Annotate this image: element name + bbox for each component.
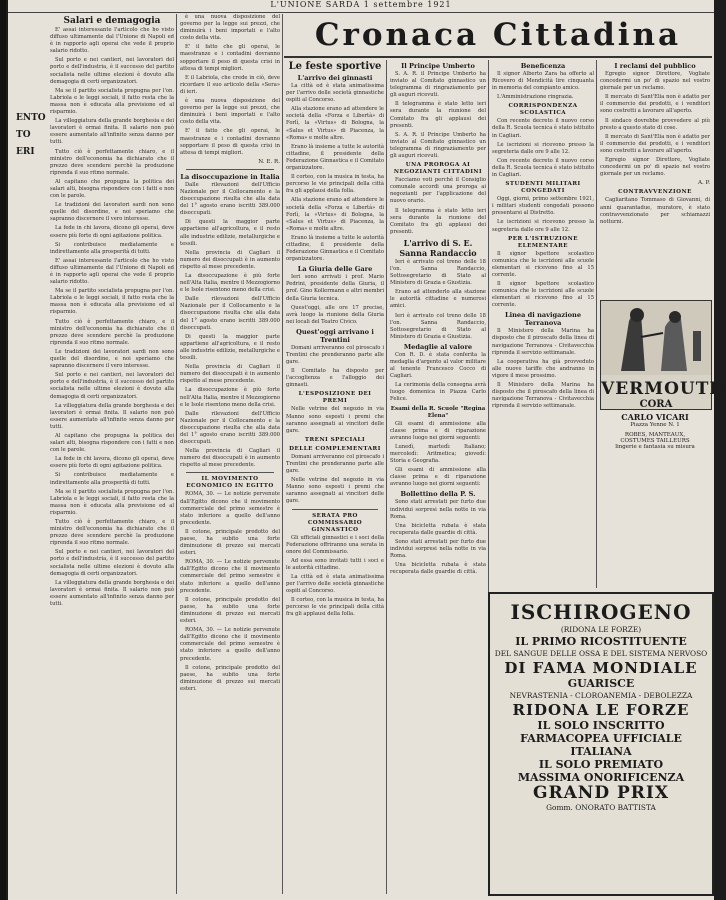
article-subtitle: SERATA PRO COMMISSARIO GINNASTICO xyxy=(307,512,363,533)
column-1 xyxy=(50,14,174,896)
article-paragraph: Al capitano che propugna la politica dei salari alti, bisogna rispondere con i fatti e non con le parole. xyxy=(50,178,174,200)
ad-title: ISCHIROGENO xyxy=(510,600,692,624)
article-paragraph: Nella provincia di Cagliari il numero dei disoccupati è in aumento rispetto al mese precedente. xyxy=(180,249,280,270)
article-paragraph: La fede in chi lavora, dicono gli operai, deve essere più forte di ogni agitazione politica. xyxy=(50,456,174,470)
divider xyxy=(292,509,378,510)
article-paragraph: Il sindaco dovrebbe provvedere al più presto a questo stato di cose. xyxy=(600,117,710,131)
column-4 xyxy=(390,60,486,896)
article-subtitle: La Giuria delle Gare xyxy=(297,265,373,274)
vermouth-sub-text: CORA xyxy=(639,399,673,410)
article-subtitle: L'ESPOSIZIONE DEI PREMI xyxy=(298,391,372,405)
article-paragraph: Gli esami di ammissione alla classe prima e di riparazione avranno luogo nei giorni seguenti: xyxy=(390,420,486,441)
article-paragraph: Il cotone, principale prodotto del paese, ha subito una forte diminuzione di prezzo sui mercati esteri. xyxy=(180,528,280,557)
article-signature: N. E. R. xyxy=(258,158,280,165)
article-subtitle: TRENI SPECIALI xyxy=(304,436,366,443)
article-paragraph: Con recente decreto il nuovo corso della R. Scuola tecnica è stato istituito in Cagliari. xyxy=(492,157,594,179)
shop-line: lingerie e fantasia su misura xyxy=(615,444,695,450)
article-title: L'arrivo di S. E. Sanna Randaccio xyxy=(399,237,477,258)
article-paragraph: L'Amministrazione ringrazia. xyxy=(497,94,574,101)
article-paragraph: Lunedì, martedì: Italiano; mercoledì: Aritmetica; giovedì: Storia e Geografia. xyxy=(390,443,486,465)
article-paragraph: Tutto ciò è perfettamente chiaro, e il ministro dell'economia ha dichiarato che il prezzo deve scendere perchè la produzione riprenda il suo ritmo normale. xyxy=(50,318,174,346)
article-paragraph: Nella provincia di Cagliari il numero dei disoccupati è in aumento rispetto al mese precedente. xyxy=(180,364,280,385)
article-title: Esami della R. Scuole "Regina Elena" xyxy=(390,405,486,419)
article-paragraph: Il telegramma è stato letto ieri sera durante la riunione del Comitato fra gli applausi dei presenti. xyxy=(390,207,486,235)
article-paragraph: Egregio signor Direttore, Vogliate concedermi un po' di spazio nel vostro giornale per un reclamo. xyxy=(600,157,710,178)
article-title: Il Principe Umberto xyxy=(401,62,475,70)
article-paragraph: Nelle vetrine del negozio in via Manno sono esposti i premi che saranno assegnati ai vincitori delle gare. xyxy=(286,406,384,434)
article-paragraph: Domani arriveranno col piroscafo i Trentini che prenderanno parte alle gare. xyxy=(286,344,384,366)
article-title: La disoccupazione in Italia xyxy=(180,172,280,181)
article-title: STUDENTI MILITARI CONGEDATI xyxy=(505,181,581,195)
article-paragraph: Al capitano che propugna la politica dei salari alti, bisogna rispondere con i fatti e non con le parole. xyxy=(50,432,174,454)
ad-line: NEVRASTENIA - CLOROANEMIA - DEBOLEZZA xyxy=(509,691,693,700)
article-signature: A. P. xyxy=(697,180,710,187)
ischirogeno-advertisement xyxy=(488,592,714,896)
column-rule xyxy=(596,60,597,588)
ad-line: DI FAMA MONDIALE xyxy=(504,659,698,677)
article-paragraph: Di questi la maggior parte appartiene all'agricoltura, e il resto alle industrie edilizie, metallurgiche e tessili. xyxy=(180,219,280,247)
article-paragraph: Sono stati arrestati per furto due individui sorpresi nella notte in via Roma. xyxy=(390,538,486,560)
article-paragraph: Nella provincia di Cagliari il numero dei disoccupati è in aumento rispetto al mese precedente. xyxy=(180,448,280,469)
article-paragraph: Il corteo, con la musica in testa, ha percorso le vie principali della città fra gli applausi della folla. xyxy=(286,597,384,618)
ad-line: FARMACOPEA UFFICIALE ITALIANA xyxy=(520,732,682,758)
article-paragraph: Il signor Ispettore scolastico comunica che le iscrizioni alle scuole elementari si ricevono fino al 15 corrente. xyxy=(492,250,594,278)
article-paragraph: E' assai interessante l'articolo che ho visto diffuso ultimamente dal l'Unione di Napoli ed è in rapporto agli operai che vede il proprio salario ridotto. xyxy=(50,27,174,55)
article-paragraph: Di questi la maggior parte appartiene all'agricoltura, e il resto alle industrie edilizie, metallurgiche e tessili. xyxy=(180,333,280,362)
vermouth-advertisement xyxy=(600,300,726,410)
article-paragraph: Alla stazione erano ad attendere le società della «Forza e Libertà» di Forlì, la «Virtus» di Bologna, la «Salus et Virtus» di Piacenza, la «Roma» e molte altre. xyxy=(286,106,384,141)
vicari-advertisement xyxy=(600,412,710,450)
article-paragraph: La cooperativa ha già provveduto alle nuove tariffe che andranno in vigore il mese prossimo. xyxy=(492,358,594,379)
article-title: Salari e demagogia xyxy=(63,16,161,26)
article-paragraph: E il Labriola, che crede in ciò, deve ricordare il suo articolo della «Sera» di ieri. xyxy=(180,74,280,95)
article-paragraph: Il mercato di Sant'Elia non è adatto per il commercio dei prodotti, e i venditori sono costretti a lavorare all'aperto. xyxy=(600,94,710,115)
article-paragraph: Oggi, giorni, primo settembre 1921, i militari studenti congedati possono presentarsi al Distretto. xyxy=(492,196,594,217)
article-paragraph: è una nuova disposizione del governo per la legge sui prezzi, che diminuirà i beni importati e l'alto costo della vita. xyxy=(180,98,280,126)
page-fold-shadow xyxy=(0,0,6,900)
article-paragraph: Domani arriveranno col piroscafo i Trentini che prenderanno parte alle gare. xyxy=(286,453,384,475)
ad-line: IL SOLO INSCRITTO xyxy=(537,719,665,732)
article-subtitle: Quest'oggi arrivano i Trentini xyxy=(296,327,374,344)
article-title: I reclami del pubblico xyxy=(614,62,696,70)
article-paragraph: Si contribuisce mediatamente e indirettamente alla prosperità di tutti. xyxy=(50,472,174,486)
section-masthead: Cronaca Cittadina xyxy=(284,14,712,58)
article-subtitle: DELLE COMPLEMENTARI xyxy=(289,445,381,452)
article-paragraph: Tutto ciò è perfettamente chiaro, e il ministro dell'economia ha dichiarato che il prezzo deve scendere perchè la produzione riprenda il suo ritmo normale. xyxy=(50,519,174,547)
column-2 xyxy=(180,14,280,896)
article-paragraph: Erano ad attenderlo alla stazione le autorità cittadine e numerosi amici. xyxy=(390,289,486,310)
article-paragraph: La villeggiatura della grande borghesia e dei lavoratori è ormai finita. Il salario non può essere aumentato all'infinito senza danno per tutti. xyxy=(50,579,174,608)
article-paragraph: Ma se il partito socialista propugna per l'on. Labriola e le leggi sociali, il fatto resta che la massa non è educata alla previsione ed al risparmio. xyxy=(50,87,174,116)
article-paragraph: Alla stazione erano ad attendere le società della «Forza e Libertà» di Forlì, la «Virtus» di Bologna, la «Salus et Virtus» di Piacenza, la «Roma» e molte altre. xyxy=(286,197,384,232)
article-paragraph: Ieri è arrivato col treno delle 18 l'on. Sanna Randaccio, Sottosegretario di Stato al Ministero di Grazia e Giustizia. xyxy=(390,258,486,287)
ad-line: DEL SANGUE DELLE OSSA E DEL SISTEMA NERVOSO xyxy=(494,649,708,658)
divider xyxy=(186,472,274,473)
fragment-line: TO xyxy=(16,130,31,140)
article-paragraph: La villeggiatura della grande borghesia e dei lavoratori è ormai finita. Il salario non può essere aumentato all'infinito senza danno per tutti. xyxy=(50,402,174,430)
article-paragraph: La villeggiatura della grande borghesia e dei lavoratori è ormai finita. Il salario non può essere aumentato all'infinito senza danno per tutti. xyxy=(50,118,174,146)
article-paragraph: Il Ministero della Marina ha disposto che il piroscafo della linea di navigazione Terranova - Civitavecchia riprenda il servizio settimanale. xyxy=(492,328,594,356)
article-paragraph: Quest'oggi, alle ore 17 precise, avrà luogo la riunione della Giuria nei locali del Teatro Civico. xyxy=(286,304,384,325)
advertisement-illustration xyxy=(601,301,711,375)
article-title: CORRISPONDENZA SCOLASTICA xyxy=(508,103,578,117)
article-paragraph: Il cotone, principale prodotto del paese, ha subito una forte diminuzione di prezzo sui mercati esteri. xyxy=(180,596,280,625)
article-paragraph: Dalle rilevazioni dell'Ufficio Nazionale per il Collocamento e la disoccupazione risulta che alla data del 1° agosto erano iscritti 389.000 disoccupati. xyxy=(180,181,280,217)
ad-line: IL SOLO PREMIATO xyxy=(538,758,664,771)
article-title: Medaglie al valore xyxy=(403,342,473,351)
article-paragraph: Il Comitato ha disposto per l'accoglienza e l'alloggio dei ginnasti. xyxy=(286,368,384,389)
article-paragraph: ROMA, 30. — Le notizie pervenute dall'Egitto dicono che il movimento commerciale del primo semestre è stato inferiore a quello dell'anno precedente. xyxy=(180,627,280,662)
column-rule xyxy=(176,14,177,894)
article-paragraph: La città ed è stata animatissima per l'arrivo delle società ginnastiche ospiti al Concorso. xyxy=(286,83,384,104)
article-paragraph: Il signor Alberto Zara ha offerto al Ricovero di Mendicità lire cinquanta in memoria del compianto amico. xyxy=(492,71,594,92)
divider xyxy=(186,169,274,170)
article-paragraph: Il telegramma è stato letto ieri sera durante la riunione del Comitato fra gli applausi dei presenti. xyxy=(390,101,486,129)
article-paragraph: Sono stati arrestati per furto due individui sorpresi nella notte in via Roma. xyxy=(390,499,486,520)
article-paragraph: Sul porto e nei cantieri, nei lavoratori del porto e dell'industria, è il successo del partito socialista nelle ultime elezioni è dovuto alla demagogia di certi organizzatori. xyxy=(50,549,174,577)
article-title: UNA PROROGA AI NEGOZIANTI CITTADINI xyxy=(393,162,483,176)
article-paragraph: Il corteo, con la musica in testa, ha percorso le vie principali della città fra gli applausi della folla. xyxy=(286,174,384,195)
article-paragraph: Egregio signor Direttore, Vogliate concedermi un po' di spazio nel vostro giornale per un reclamo. xyxy=(600,71,710,92)
article-paragraph: Si contribuisce mediatamente e indirettamente alla prosperità di tutti. xyxy=(50,241,174,255)
article-paragraph: Erano là insieme a tutte le autorità cittadine, il presidente della Federazione Ginnastica e il Comitato organizzatore. xyxy=(286,143,384,172)
article-paragraph: ROMA, 30. — Le notizie pervenute dall'Egitto dicono che il movimento commerciale del primo semestre è stato inferiore a quello dell'anno precedente. xyxy=(180,559,280,594)
article-title: CONTRAVVENZIONE xyxy=(618,189,692,196)
article-paragraph: Sul porto e nei cantieri, nei lavoratori del porto e dell'industria, è il successo del partito socialista nelle ultime elezioni è dovuto alla demagogia di certi organizzatori. xyxy=(50,372,174,400)
article-paragraph: Ma se il partito socialista propugna per l'on. Labriola e le leggi sociali, il fatto resta che la massa non è educata alla previsione ed al risparmio. xyxy=(50,488,174,516)
article-paragraph: La disoccupazione è più forte nell'Alta Italia, mentre il Mezzogiorno e le Isole risentono meno della crisi. xyxy=(180,387,280,408)
column-rule xyxy=(386,60,387,894)
column-6 xyxy=(600,60,710,296)
ad-tagline: (RIDONA LE FORZE) xyxy=(560,625,642,634)
article-paragraph: Tutto ciò è perfettamente chiaro, e il ministro dell'economia ha dichiarato che il prezzo deve scendere perchè la produzione riprenda il suo ritmo normale. xyxy=(50,148,174,176)
article-paragraph: S. A. R. il Principe Umberto ha inviato al Comitato ginnastico un telegramma di ringraziamento per gli auguri ricevuti. xyxy=(390,131,486,160)
article-paragraph: E' il fatto che gli operai, le maestranze e i contadini dovranno sopportare il peso di questa crisi in attesa di tempi migliori. xyxy=(180,128,280,156)
article-paragraph: Dalle rilevazioni dell'Ufficio Nazionale per il Collocamento e la disoccupazione risulta che alla data del 1° agosto erano iscritti 389.000 disoccupati. xyxy=(180,410,280,446)
article-subtitle: L'arrivo dei ginnasti xyxy=(297,74,373,82)
article-paragraph: S. A. R. il Principe Umberto ha inviato al Comitato ginnastico un telegramma di ringraziamento per gli auguri ricevuti. xyxy=(390,71,486,99)
ad-line: GRAND PRIX xyxy=(532,783,670,803)
article-title: Beneficenza xyxy=(520,62,566,70)
article-title: IL MOVIMENTO ECONOMICO IN EGITTO xyxy=(186,476,274,490)
article-paragraph: La cerimonia della consegna avrà luogo domenica in Piazza Carlo Felice. xyxy=(390,382,486,403)
article-paragraph: E' assai interessante l'articolo che ho visto diffuso ultimamente dal l'Unione di Napoli ed è in rapporto agli operai che vede il proprio salario ridotto. xyxy=(50,257,174,286)
ad-line: GUARISCE xyxy=(567,677,635,690)
article-paragraph: Ad essa sono invitati tutti i soci e le autorità cittadine. xyxy=(286,557,384,571)
ad-line: Gomm. ONORATO BATTISTA xyxy=(546,803,656,812)
article-title: Linea di navigazione Terranova xyxy=(504,311,582,328)
article-paragraph: Ma se il partito socialista propugna per l'on. Labriola e le leggi sociali, il fatto resta che la massa non è educata alla previsione ed al risparmio. xyxy=(50,288,174,316)
article-paragraph: Le iscrizioni si ricevono presso la segreteria dalle ore 9 alle 12. xyxy=(492,219,594,233)
article-paragraph: Il mercato di Sant'Elia non è adatto per il commercio dei prodotti, e i venditori sono costretti a lavorare all'aperto. xyxy=(600,133,710,154)
article-paragraph: Con R. D. è stata conferita la medaglia d'argento al valor militare al tenente Francesco Cocco di Cagliari. xyxy=(390,351,486,380)
article-paragraph: Erano là insieme a tutte le autorità cittadine, il presidente della Federazione Ginnastica e il Comitato organizzatore. xyxy=(286,234,384,263)
article-title: Le feste sportive xyxy=(288,61,382,72)
fragment-line: ENTO xyxy=(16,113,46,123)
running-header: L'UNIONE SARDA 1 settembre 1921 xyxy=(8,0,714,13)
article-paragraph: Ieri sono arrivati i prof. Mario Pedrini, presidente della Giuria, il prof. Gino Kollermann e altri membri della Giuria tecnica. xyxy=(286,274,384,302)
column-3 xyxy=(286,60,384,896)
article-paragraph: Gli esami di ammissione alla classe prima e di riparazione avranno luogo nei giorni seguenti: xyxy=(390,467,486,488)
article-paragraph: La fede in chi lavora, dicono gli operai, deve essere più forte di ogni agitazione politica. xyxy=(50,225,174,239)
shop-line: COSTUMES TAILLEURS xyxy=(620,438,690,444)
ad-line: MASSIMA ONORIFICENZA xyxy=(517,771,685,784)
article-paragraph: Le iscrizioni si ricevono presso la segreteria dalle ore 9 alle 12. xyxy=(492,141,594,155)
article-paragraph: Le tradizioni dei lavoratori sardi non sono quelle del disordine, e noi speriamo che sapranno discernere il vero interesse. xyxy=(50,202,174,223)
article-paragraph: Il cotone, principale prodotto del paese, ha subito una forte diminuzione di prezzo sui mercati esteri. xyxy=(180,664,280,692)
article-paragraph: Una bicicletta rubata è stata recuperata dalle guardie di città. xyxy=(390,562,486,576)
article-title: PER L'ISTRUZIONE ELEMENTARE xyxy=(507,235,578,249)
newspaper-page xyxy=(8,0,726,900)
article-paragraph: E' il fatto che gli operai, le maestranze e i contadini dovranno sopportare il peso di questa crisi in attesa di tempi migliori. xyxy=(180,44,280,72)
ad-line: RIDONA LE FORZE xyxy=(512,701,690,719)
article-paragraph: Con recente decreto il nuovo corso della R. Scuola tecnica è stato istituito in Cagliari. xyxy=(492,118,594,139)
vermouth-brand-text: VERMOUTH xyxy=(601,379,726,399)
column-5 xyxy=(492,60,594,588)
article-paragraph: Nelle vetrine del negozio in via Manno sono esposti i premi che saranno assegnati ai vincitori delle gare. xyxy=(286,477,384,505)
article-paragraph: La città ed è stata animatissima per l'arrivo delle società ginnastiche ospiti al Concorso. xyxy=(286,573,384,595)
previous-page-fragment xyxy=(16,110,46,161)
article-title: Bollettino della P. S. xyxy=(400,490,476,499)
article-paragraph: ROMA, 30. — Le notizie pervenute dall'Egitto dicono che il movimento commerciale del primo semestre è stato inferiore a quello dell'anno precedente. xyxy=(180,491,280,526)
article-paragraph: Sul porto e nei cantieri, nei lavoratori del porto e dell'industria, è il successo del partito socialista nelle ultime elezioni è dovuto alla demagogia di certi organizzatori. xyxy=(50,57,174,85)
article-paragraph: Una bicicletta rubata è stata recuperata dalle guardie di città. xyxy=(390,522,486,536)
article-paragraph: Le tradizioni dei lavoratori sardi non sono quelle del disordine, e noi speriamo che sapranno discernere il vero interesse. xyxy=(50,348,174,370)
shop-name: CARLO VICARI xyxy=(621,412,689,422)
article-paragraph: Cagliaritano Tommaso di Giovanni, di anni quarantadue, muratore, è stato contravvenzionato per schiamazzi notturni. xyxy=(600,197,710,225)
article-paragraph: è una nuova disposizione del governo per la legge sui prezzi, che diminuirà i beni importati e l'alto costo della vita. xyxy=(180,14,280,42)
shop-address: Piazza Yenne N. 1 xyxy=(630,422,680,428)
article-paragraph: Il Ministero della Marina ha disposto che il piroscafo della linea di navigazione Terranova - Civitavecchia riprenda il servizio settimanale. xyxy=(492,382,594,410)
article-paragraph: Dalle rilevazioni dell'Ufficio Nazionale per il Collocamento e la disoccupazione risulta che alla data del 1° agosto erano iscritti 389.000 disoccupati. xyxy=(180,296,280,331)
ad-line: IL PRIMO RICOSTITUENTE xyxy=(515,635,687,648)
article-paragraph: Facciamo voti perchè il Consiglio comunale accordi una proroga ai negozianti per l'applicazione del nuovo orario. xyxy=(390,177,486,205)
article-paragraph: La disoccupazione è più forte nell'Alta Italia, mentre il Mezzogiorno e le Isole risentono meno della crisi. xyxy=(180,273,280,294)
article-paragraph: Il signor Ispettore scolastico comunica che le iscrizioni alle scuole elementari si ricevono fino al 15 corrente. xyxy=(492,280,594,309)
article-paragraph: Ieri è arrivato col treno delle 18 l'on. Sanna Randaccio, Sottosegretario di Stato al Ministero di Grazia e Giustizia. xyxy=(390,312,486,340)
column-rule xyxy=(282,14,283,894)
article-paragraph: Gli ufficiali ginnastici e i soci della Federazione offriranno una serata in onore del Commissario. xyxy=(286,534,384,555)
fragment-line: ERI xyxy=(16,147,35,157)
shop-line: ROBES, MANTEAUX, xyxy=(624,432,686,438)
